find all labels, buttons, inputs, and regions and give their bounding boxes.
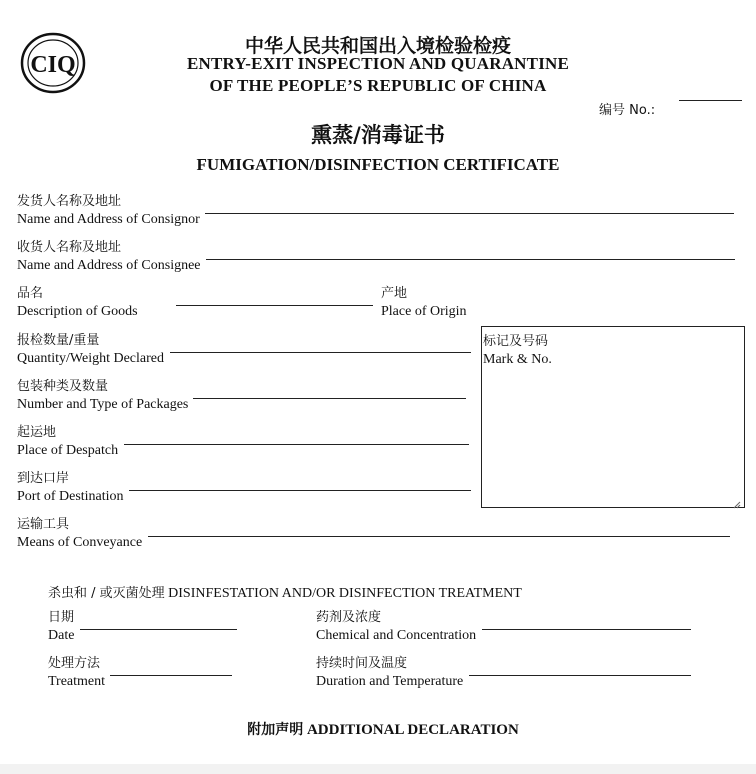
conveyance-label-cn: 运输工具 (17, 517, 70, 532)
certificate-title-en: FUMIGATION/DISINFECTION CERTIFICATE (196, 155, 560, 174)
treatment-heading (48, 582, 522, 602)
method-field[interactable] (110, 675, 232, 676)
quantity-label-en: Quantity/Weight Declared (17, 351, 164, 366)
cert-no-field[interactable] (679, 100, 742, 101)
date-label-en: Date (48, 628, 75, 643)
conveyance-field[interactable] (148, 536, 730, 537)
despatch-label-en: Place of Despatch (17, 443, 119, 458)
chemical-label-en: Chemical and Concentration (316, 628, 477, 643)
destination-label-en: Port of Destination (17, 489, 124, 504)
additional-declaration-cn: 附加声明 (247, 722, 304, 738)
method-label-en: Treatment (48, 674, 106, 689)
packages-field[interactable] (193, 398, 466, 399)
cert-no-label: 编号 No.: (599, 103, 656, 118)
consignor-field[interactable] (205, 213, 734, 214)
method-label-cn: 处理方法 (48, 656, 101, 671)
chemical-label-cn: 药剂及浓度 (316, 610, 382, 625)
duration-label-cn: 持续时间及温度 (316, 656, 408, 671)
conveyance-label-en: Means of Conveyance (17, 535, 143, 550)
org-name-cn: 中华人民共和国出入境检验检疫 (244, 35, 511, 57)
additional-declaration-en: ADDITIONAL DECLARATION (306, 722, 519, 738)
destination-label-cn: 到达口岸 (17, 471, 70, 486)
consignor-label-en: Name and Address of Consignor (17, 212, 200, 227)
marks-field[interactable] (483, 373, 741, 497)
date-label-cn: 日期 (48, 610, 75, 625)
despatch-field[interactable] (124, 444, 469, 445)
chemical-field[interactable] (482, 629, 691, 630)
additional-declaration-heading (0, 719, 756, 739)
ciq-logo-text: CIQ (30, 52, 76, 78)
org-name-en-line1: ENTRY-EXIT INSPECTION AND QUARANTINE (186, 54, 570, 73)
quantity-label-cn: 报检数量/重量 (17, 333, 100, 348)
marks-label-cn: 标记及号码 (483, 334, 549, 349)
consignee-label-en: Name and Address of Consignee (17, 258, 201, 273)
duration-label-en: Duration and Temperature (316, 674, 464, 689)
page-bottom-edge (0, 764, 756, 774)
certificate-title-cn: 熏蒸/消毒证书 (311, 123, 445, 147)
origin-label-en: Place of Origin (381, 304, 467, 319)
packages-label-en: Number and Type of Packages (17, 397, 189, 412)
goods-field[interactable] (176, 305, 373, 306)
org-name-en-line2: OF THE PEOPLE’S REPUBLIC OF CHINA (209, 76, 547, 95)
destination-field[interactable] (129, 490, 471, 491)
consignor-label-cn: 发货人名称及地址 (17, 194, 122, 209)
treatment-heading-en: DISINFESTATION AND/OR DISINFECTION TREATMENT (168, 586, 522, 601)
marks-box[interactable] (481, 326, 745, 508)
despatch-label-cn: 起运地 (17, 425, 57, 440)
consignee-label-cn: 收货人名称及地址 (17, 240, 122, 255)
goods-label-en: Description of Goods (17, 304, 138, 319)
marks-label-en: Mark & No. (483, 352, 552, 367)
quantity-field[interactable] (170, 352, 471, 353)
resize-grip-icon[interactable] (733, 496, 741, 504)
duration-field[interactable] (469, 675, 691, 676)
packages-label-cn: 包装种类及数量 (17, 379, 109, 394)
treatment-heading-cn: 杀虫和 / 或灭菌处理 (48, 586, 165, 601)
goods-label-cn: 品名 (17, 286, 44, 301)
consignee-field[interactable] (206, 259, 735, 260)
origin-label-cn: 产地 (381, 286, 408, 301)
date-field[interactable] (80, 629, 237, 630)
